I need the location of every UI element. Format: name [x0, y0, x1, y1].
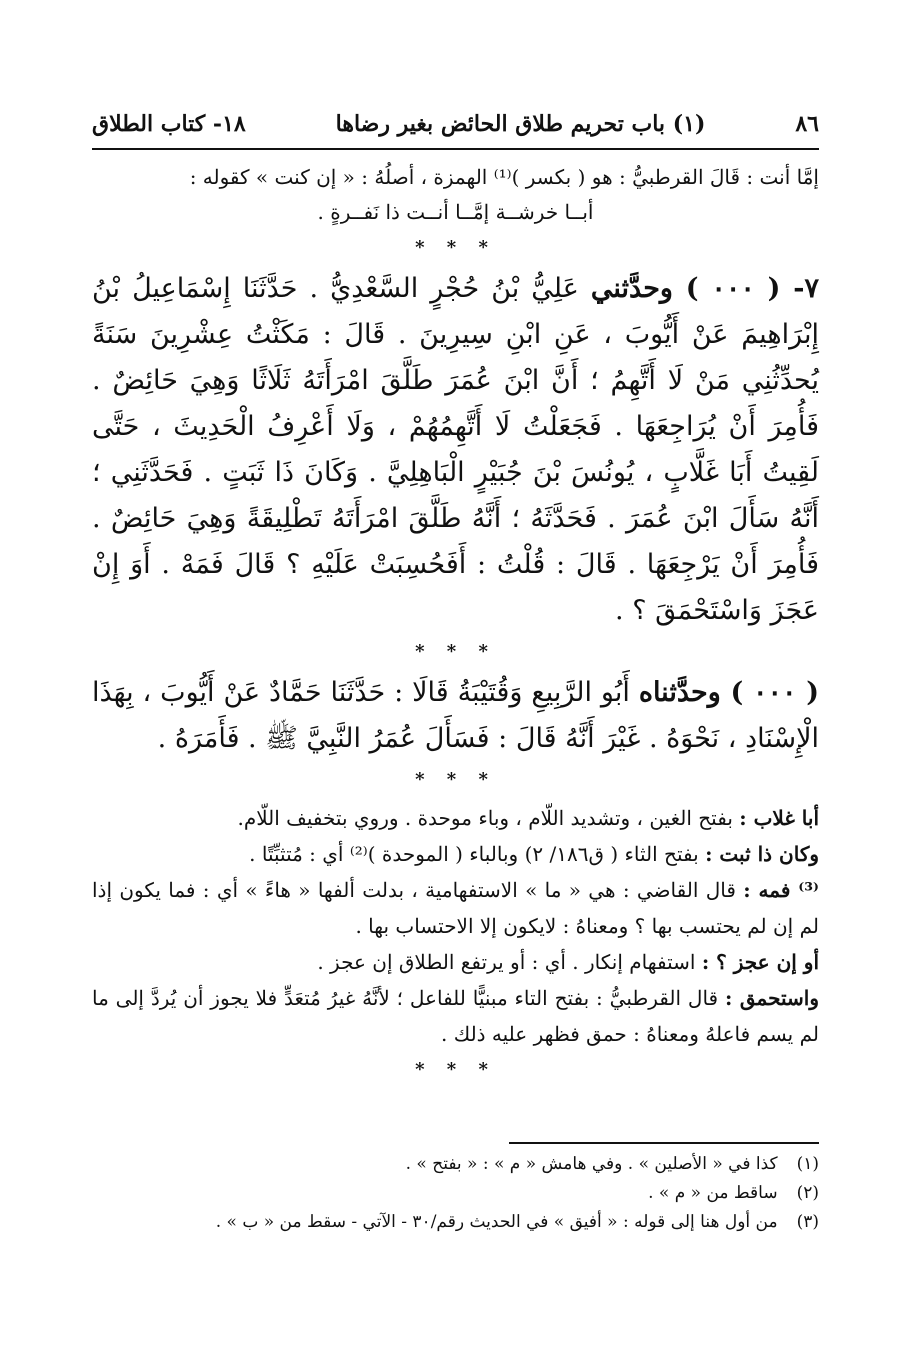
- commentary-notes: [92, 800, 819, 1052]
- footnote-number: (٣): [796, 1212, 819, 1232]
- note-text: استفهام إنكار . أي : أو يرتفع الطلاق إن عجز .: [317, 950, 696, 974]
- note-term: وكان ذا ثبت :: [705, 842, 819, 866]
- header-divider: [92, 148, 819, 150]
- note-text: قال القرطبيُّ : بفتح التاء مبنيًّا للفاعل ؛ لأنَّهُ غيرُ مُتعَدٍّ فلا يجوز أن يُردَّ إلى ما لم يسم فاعلهُ ومعناهُ : حمق فظهر عليه ذلك .: [92, 986, 819, 1046]
- note-term: ⁽³⁾ فمه :: [743, 878, 819, 902]
- hadith-second-text: أَبُو الرَّبِيعِ وَقُتَيْبَةُ قَالَا : حَدَّثَنَا حَمَّادٌ عَنْ أَيُّوبَ ، بِهَذَا الْإِسْنَادِ ، نَحْوَهُ . غَيْرَ أَنَّهُ قَالَ : فَسَأَلَ عُمَرُ النَّبِيَّ ﷺ . فَأَمَرَهُ .: [92, 677, 819, 754]
- hadith-main-text: عَلِيُّ بْنُ حُجْرٍ السَّعْدِيُّ . حَدَّثَنَا إِسْمَاعِيلُ بْنُ إِبْرَاهِيمَ عَنْ أَيُّوبَ ، عَنِ ابْنِ سِيرِينَ . قَالَ : مَكَثْتُ عِشْرِينَ سَنَةً يُحدِّثُنِي مَنْ لَا أَتَّهِمُ ؛ أَنَّ ابْنَ عُمَرَ طَلَّقَ امْرَأَتَهُ ثَلَاثًا وَهِيَ حَائِضٌ . فَأُمِرَ أَنْ يُرَاجِعَهَا . فَجَعَلْتُ لَا أَتَّهِمُهُمْ ، وَلَا أَعْرِفُ الْحَدِيثَ ، حَتَّى لَقِيتُ أَبَا غَلَّابٍ ، يُونُسَ بْنَ جُبَيْرٍ الْبَاهِلِيَّ . وَكَانَ ذَا ثَبَتٍ . فَحَدَّثَنِي ؛ أَنَّهُ سَأَلَ ابْنَ عُمَرَ . فَحَدَّثَهُ ؛ أَنَّهُ طَلَّقَ امْرَأَتَهُ تَطْلِيقَةً وَهِيَ حَائِضٌ . فَأُمِرَ أَنْ يَرْجِعَهَا . قَالَ : قُلْتُ : أَفَحُسِبَتْ عَلَيْهِ ؟ قَالَ فَمَهْ . أَوَ إِنْ عَجَزَ وَاسْتَحْمَقَ ؟ .: [92, 273, 819, 626]
- note-item: [92, 872, 819, 944]
- footnote-divider: [509, 1142, 819, 1144]
- footnote-number: (٢): [796, 1183, 819, 1203]
- hadith-second: [92, 670, 819, 762]
- footnote-text: كذا في « الأصلين » . وفي هامش « م » : « بفتح » .: [405, 1154, 778, 1174]
- note-term: أبا غلاب :: [739, 806, 819, 830]
- footnote-item: [92, 1150, 819, 1179]
- section-separator: * * *: [415, 1059, 496, 1080]
- section-separator: * * *: [415, 237, 496, 258]
- section-separator: * * *: [415, 641, 496, 662]
- footnote-item: [92, 1208, 819, 1237]
- book-title: ١٨- كتاب الطلاق: [92, 111, 246, 137]
- note-item: [92, 836, 819, 872]
- note-item: [92, 980, 819, 1052]
- footnote-text: ساقط من « م » .: [648, 1183, 778, 1203]
- note-text: قال القاضي : هي « ما » الاستفهامية ، بدلت ألفها « هاءً » أي : فما يكون إذا لم إن لم يحتسب بها ؟ ومعناهُ : لايكون إلا الاحتساب بها .: [92, 878, 819, 938]
- note-item: [92, 944, 819, 980]
- footnote-number: (١): [796, 1154, 819, 1174]
- note-item: [92, 800, 819, 836]
- poetry-verse: أبــا خرشــة إمَّــا أنــت ذا نَفــرةٍ .: [317, 200, 594, 224]
- page-number: ٨٦: [795, 111, 819, 137]
- hadith-main: [92, 266, 819, 634]
- footnote-text: من أول هنا إلى قوله : « أفيق » في الحديث رقم/٣٠ - الآتي - سقط من « ب » .: [215, 1212, 778, 1232]
- page-header: [92, 104, 819, 144]
- section-separator: * * *: [415, 769, 496, 790]
- chapter-title: (١) باب تحريم طلاق الحائض بغير رضاها: [335, 111, 706, 137]
- note-text: بفتح الثاء ( ق١٨٦/ ٢) وبالباء ( الموحدة )⁽²⁾ أي : مُتثبِّتًا .: [249, 842, 699, 866]
- note-term: واستحمق :: [724, 986, 819, 1010]
- commentary-top: إمَّا أنت : قَالَ القرطبيُّ : هو ( بكسر )⁽¹⁾ الهمزة ، أصلُهُ : « إن كنت » كقوله :: [189, 165, 819, 189]
- hadith-main-lead: ٧- ( ٠٠٠ ) وحدَّثني: [590, 273, 819, 304]
- footnotes: [92, 1150, 819, 1237]
- page-content: [92, 160, 819, 1088]
- footnote-item: [92, 1179, 819, 1208]
- note-text: بفتح الغين ، وتشديد اللّام ، وباء موحدة . وروي بتخفيف اللّام.: [237, 806, 733, 830]
- hadith-second-lead: ( ٠٠٠ ) وحدَّثناه: [638, 677, 819, 708]
- note-term: أو إن عجز ؟ :: [701, 950, 819, 974]
